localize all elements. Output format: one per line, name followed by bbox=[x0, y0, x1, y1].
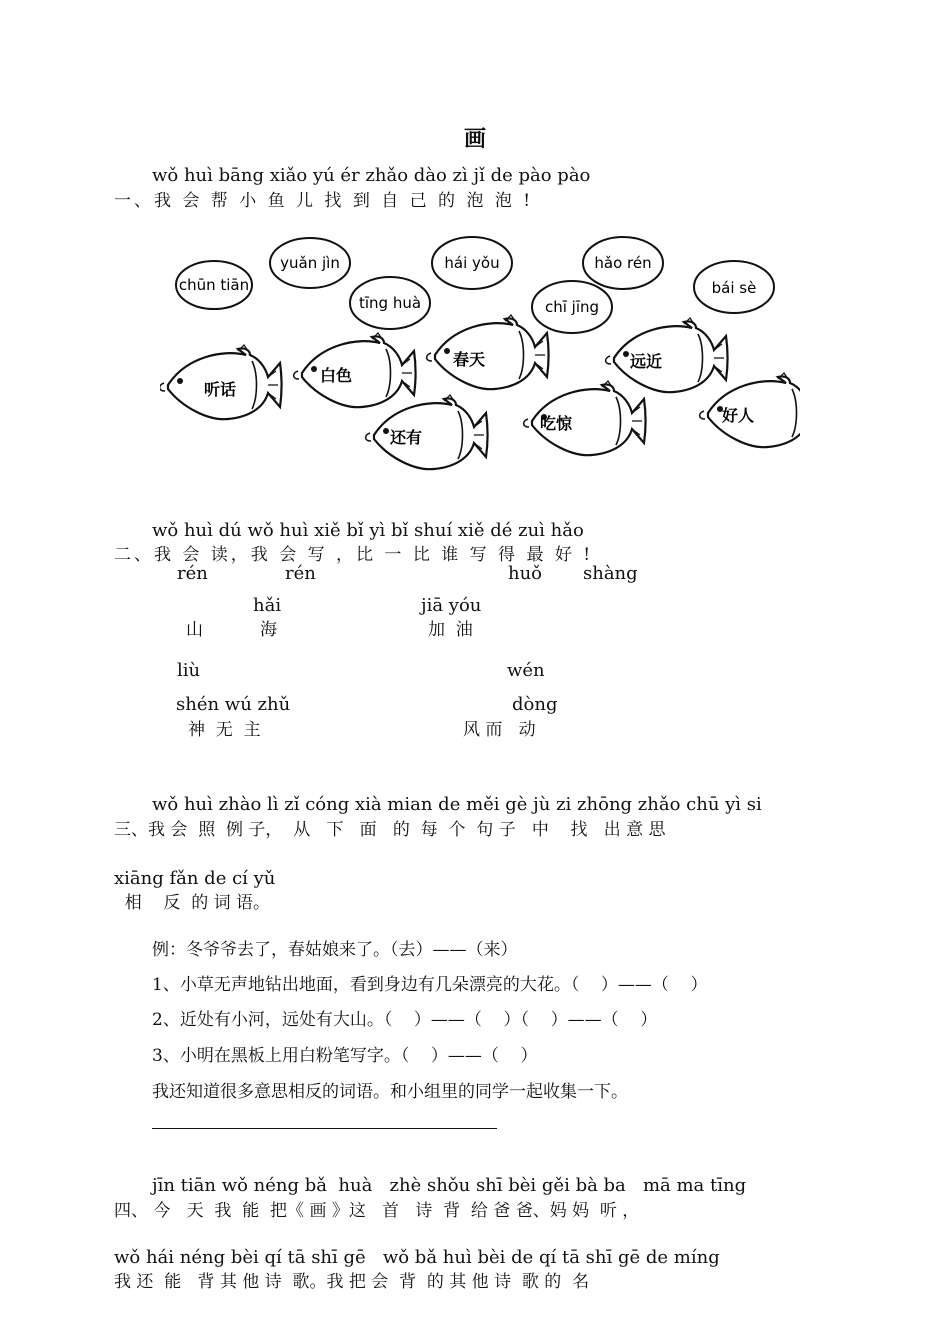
q3-line-3: 3、小明在黑板上用白粉笔写字。（ ）——（ ） bbox=[152, 1046, 538, 1066]
fish-label: 听话 bbox=[204, 380, 237, 399]
bubble-label: hǎo rén bbox=[594, 254, 652, 272]
fish-bai-se bbox=[294, 333, 416, 407]
fish-label: 还有 bbox=[390, 428, 423, 447]
q2-pinyin-hai: hǎi bbox=[253, 595, 282, 616]
fish-hai-you bbox=[366, 395, 488, 469]
bubble-label: bái sè bbox=[711, 279, 757, 297]
q2-pinyin-jiayou: jiā yóu bbox=[421, 595, 482, 616]
q3-text-1: 三、我 会 照 例 子， 从 下 面 的 每 个 句 子 中 找 出 意 思 bbox=[114, 820, 666, 840]
q2-char-hai: 海 bbox=[260, 620, 277, 640]
q2-text: 二、我 会 读，我 会 写 ，比 一 比 谁 写 得 最 好 ! bbox=[114, 545, 594, 565]
bubble-label: yuǎn jìn bbox=[280, 254, 340, 272]
q4-pinyin-2: wǒ hái néng bèi qí tā shī gē wǒ bǎ huì bèi de qí tā shī gē de míng bbox=[114, 1247, 720, 1268]
q3-example: 例：冬爷爷去了，春姑娘来了。（去）——（来） bbox=[152, 940, 518, 960]
q3-pinyin-2: xiāng fǎn de cí yǔ bbox=[114, 868, 276, 889]
q2-pinyin-shenwuzhu: shén wú zhǔ bbox=[176, 694, 291, 715]
q1-pinyin: wǒ huì bāng xiǎo yú ér zhǎo dào zì jǐ de pào pào bbox=[152, 165, 591, 186]
q3-note: 我还知道很多意思相反的词语。和小组里的同学一起收集一下。 bbox=[152, 1082, 628, 1102]
fish-yuan-jin bbox=[606, 318, 728, 392]
q2-char-shan: 山 bbox=[186, 620, 203, 640]
bubble-label: chī jīng bbox=[544, 298, 600, 316]
bubble-label: hái yǒu bbox=[444, 254, 500, 272]
fish-label: 白色 bbox=[320, 366, 353, 385]
q2-pinyin-ren-2: rén bbox=[285, 563, 316, 584]
fish-label: 吃惊 bbox=[540, 414, 573, 433]
fish-label: 春天 bbox=[453, 350, 486, 369]
q3-line-1: 1、小草无声地钻出地面，看到身边有几朵漂亮的大花。（ ）——（ ） bbox=[152, 975, 708, 995]
q2-pinyin-dong: dòng bbox=[512, 694, 558, 715]
fish-label: 好人 bbox=[722, 406, 755, 425]
q2-pinyin-ren-1: rén bbox=[177, 563, 208, 584]
q2-word-fengerdong: 风 而 动 bbox=[463, 720, 536, 740]
q3-pinyin-1: wǒ huì zhào lì zǐ cóng xià mian de měi gè jù zi zhōng zhǎo chū yì si bbox=[152, 794, 762, 815]
bubble-label: chūn tiān bbox=[178, 276, 250, 294]
fish-bubbles-illustration bbox=[160, 225, 800, 475]
q3-line-2: 2、近处有小河，远处有大山。（ ）——（ ）（ ）——（ ） bbox=[152, 1010, 658, 1030]
q4-text-2: 我 还 能 背 其 他 诗 歌。我 把 会 背 的 其 他 诗 歌 的 名 bbox=[114, 1272, 590, 1292]
page-title: 画 bbox=[463, 126, 486, 152]
q2-word-shenwuzhu: 神 无 主 bbox=[188, 720, 261, 740]
q2-pinyin-wen: wén bbox=[507, 660, 545, 681]
q2-word-jiayou: 加 油 bbox=[428, 620, 473, 640]
q4-pinyin-1: jīn tiān wǒ néng bǎ huà zhè shǒu shī bèi gěi bà ba mā ma tīng bbox=[152, 1175, 747, 1196]
q2-pinyin: wǒ huì dú wǒ huì xiě bǐ yì bǐ shuí xiě dé zuì hǎo bbox=[152, 520, 584, 541]
q1-text: 一、我 会 帮 小 鱼 儿 找 到 自 己 的 泡 泡 ! bbox=[114, 191, 534, 211]
bubble-label: tīng huà bbox=[358, 294, 422, 312]
fish-chun-tian bbox=[427, 315, 549, 389]
q2-pinyin-liu: liù bbox=[177, 660, 201, 681]
answer-line bbox=[152, 1128, 497, 1129]
q4-text-1: 四、 今 天 我 能 把《 画 》这 首 诗 背 给 爸 爸、妈 妈 听 ， bbox=[114, 1201, 640, 1221]
q3-text-2: 相 反 的 词 语。 bbox=[114, 893, 271, 913]
fish-label: 远近 bbox=[630, 352, 663, 371]
q2-pinyin-shang: shàng bbox=[583, 563, 638, 584]
q2-pinyin-huo: huǒ bbox=[508, 563, 543, 584]
